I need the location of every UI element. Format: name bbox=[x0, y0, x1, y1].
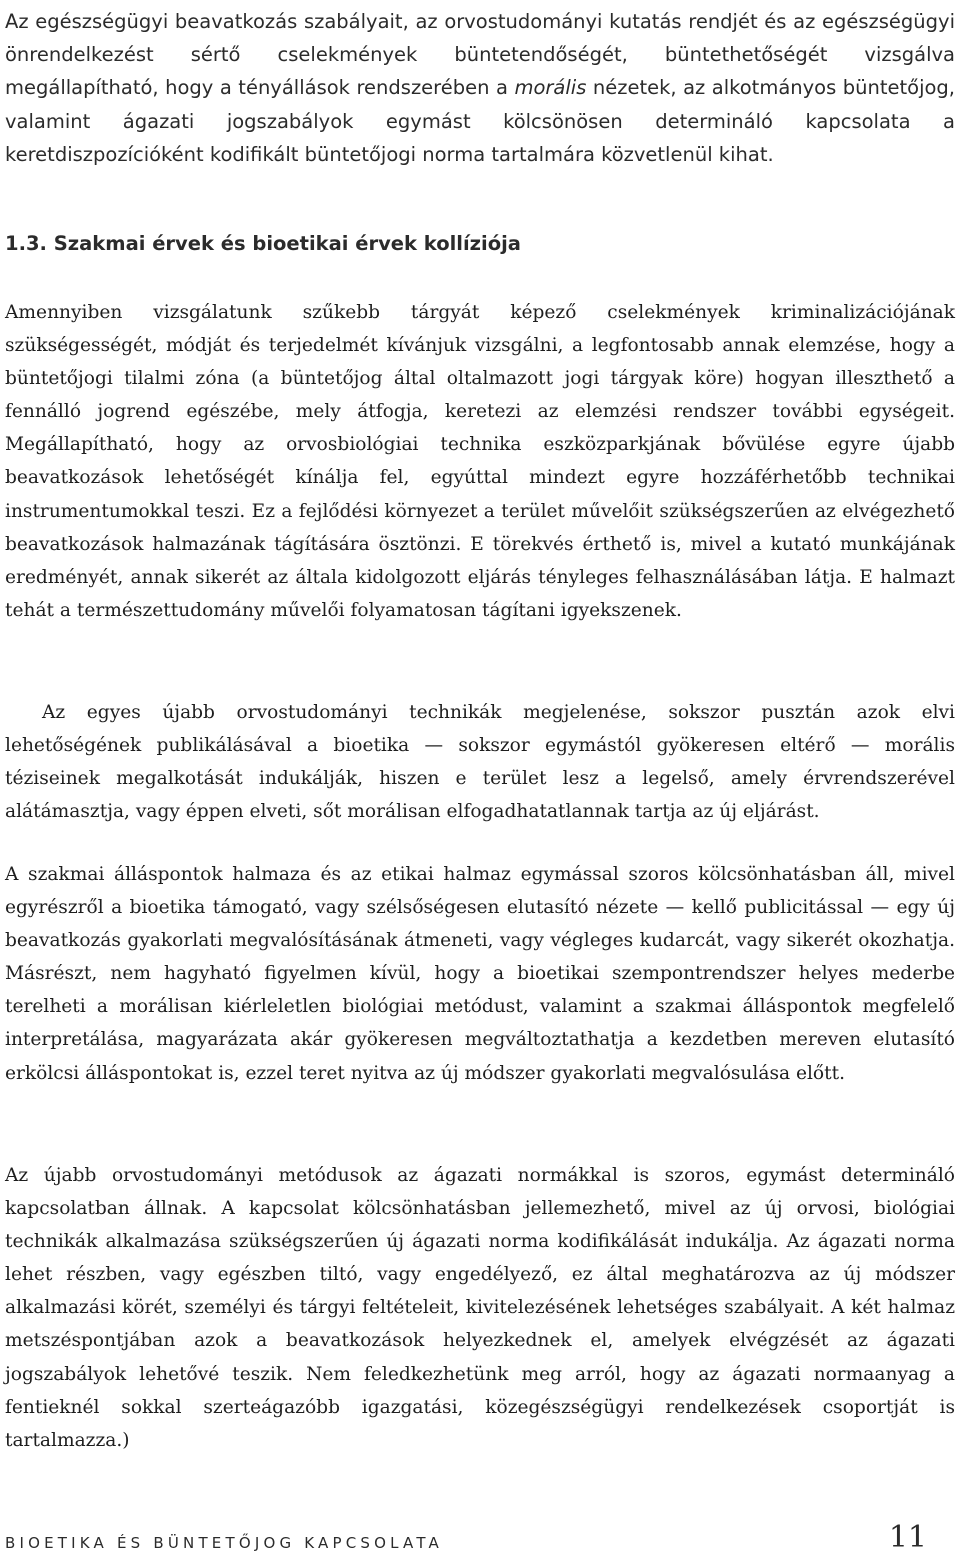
emphasis-moralis: morális bbox=[514, 76, 587, 100]
body-paragraph-4: Az újabb orvostudományi metódusok az ágazati normákkal is szoros, egymást determináló kapcsolatban állnak. A kapcsolat kölcsönhatásban jellemezhető, mivel az új orvosi, biológiai technikák alkalmazása szükségszerűen új ágazati norma kodifikálását indukálja. Az ágazati norma lehet részben, vagy egészben tiltó, vagy engedélyező, ez által meghatározva az új módszer alkalmazási körét, személyi és tárgyi feltételeit, kivitelezésének lehetséges szabályait. A két halmaz metszéspontjában azok a beavatkozások helyezkednek el, amelyek elvégzését az ágazati jogszabályok lehetővé teszik. Nem feledkezhetünk meg arról, hogy az ágazati normaanyag a fentieknél sokkal szerteágazóbb igazgatási, közegészségügyi rendelkezések csoportját is tartalmazza.) bbox=[5, 1165, 955, 1451]
body-paragraph-3: A szakmai álláspontok halmaza és az etikai halmaz egymással szoros kölcsönhatásban áll, mivel egyrészről a bioetika támogató, vagy szélsőségesen elutasító nézete — kellő publicitással — egy új beavatkozás gyakorlati megvalósításának átmeneti, vagy végleges kudarcát, vagy sikerét okozhatja. Másrészt, nem hagyható figyelmen kívül, hogy a bioetikai szempontrendszer helyes mederbe terelheti a morálisan kiérleletlen biológiai metódust, valamint a szakmai álláspontok megfelelő interpretálása, magyarázata akár gyökeresen megváltoztathatja a kezdetben mereven elutasító erkölcsi álláspontokat is, ezzel teret nyitva az új módszer gyakorlati megvalósulása előtt. bbox=[5, 864, 955, 1084]
intro-paragraph bbox=[5, 5, 955, 171]
page-number: 11 bbox=[888, 1520, 927, 1555]
body-paragraph-2: Az egyes újabb orvostudományi technikák megjelenése, sokszor pusztán azok elvi lehetőségének publikálásával a bioetika — sokszor egymástól gyökeresen eltérő — morális téziseinek megalkotását indukálják, hiszen e terület lesz a legelső, amely érvrendszerével alátámasztja, vagy éppen elveti, sőt morálisan elfogadhatatlannak tartja az új eljárást. bbox=[5, 702, 955, 823]
intro-text-start: Az egészségügyi beavatkozás szabályait, az orvostudományi kutatás rendjét és az egészségügyi önrendelkezést sértő cselekmények büntetendőségét, büntethetőségét vizsgálva megállapítható, hogy a tényállások rendszerében a bbox=[5, 10, 955, 100]
body-paragraph-1: Amennyiben vizsgálatunk szűkebb tárgyát képező cselekmények kriminalizációjának szükségességét, módját és terjedelmét kívánjuk vizsgálni, a legfontosabb annak elemzése, hogy a büntetőjogi tilalmi zóna (a büntetőjog által oltalmazott jogi tárgyak köre) hogyan illeszthető a fennálló jogrend egészébe, mely átfogja, keretezi az elemzési rendszer további egységeit. Megállapítható, hogy az orvosbiológiai technika eszközparkjának bővülése egyre újabb beavatkozások lehetőségét kínálja fel, egyúttal mindezt egyre hozzáférhetőbb technikai instrumentumokkal teszi. Ez a fejlődési környezet a terület művelőit szükségszerűen az elvégezhető beavatkozások halmazának tágítására ösztönzi. E törekvés érthető is, mivel a kutató munkájának eredményét, annak sikerét az általa kidolgozott eljárás tényleges felhasználásában látja. E halmazt tehát a természettudomány művelői folyamatosan tágítani igyekszenek. bbox=[5, 302, 955, 621]
section-heading: 1.3. Szakmai érvek és bioetikai érvek kollíziója bbox=[5, 232, 521, 255]
running-footer-title: BIOETIKA ÉS BÜNTETŐJOG KAPCSOLATA bbox=[5, 1534, 444, 1552]
intro-text-end: nézetek, az alkotmányos büntetőjog, valamint ágazati jogszabályok egymást kölcsönösen determináló kapcsolata a keretdiszpozícióként kodifikált büntetőjogi norma tartalmára közvetlenül kihat. bbox=[5, 76, 955, 166]
